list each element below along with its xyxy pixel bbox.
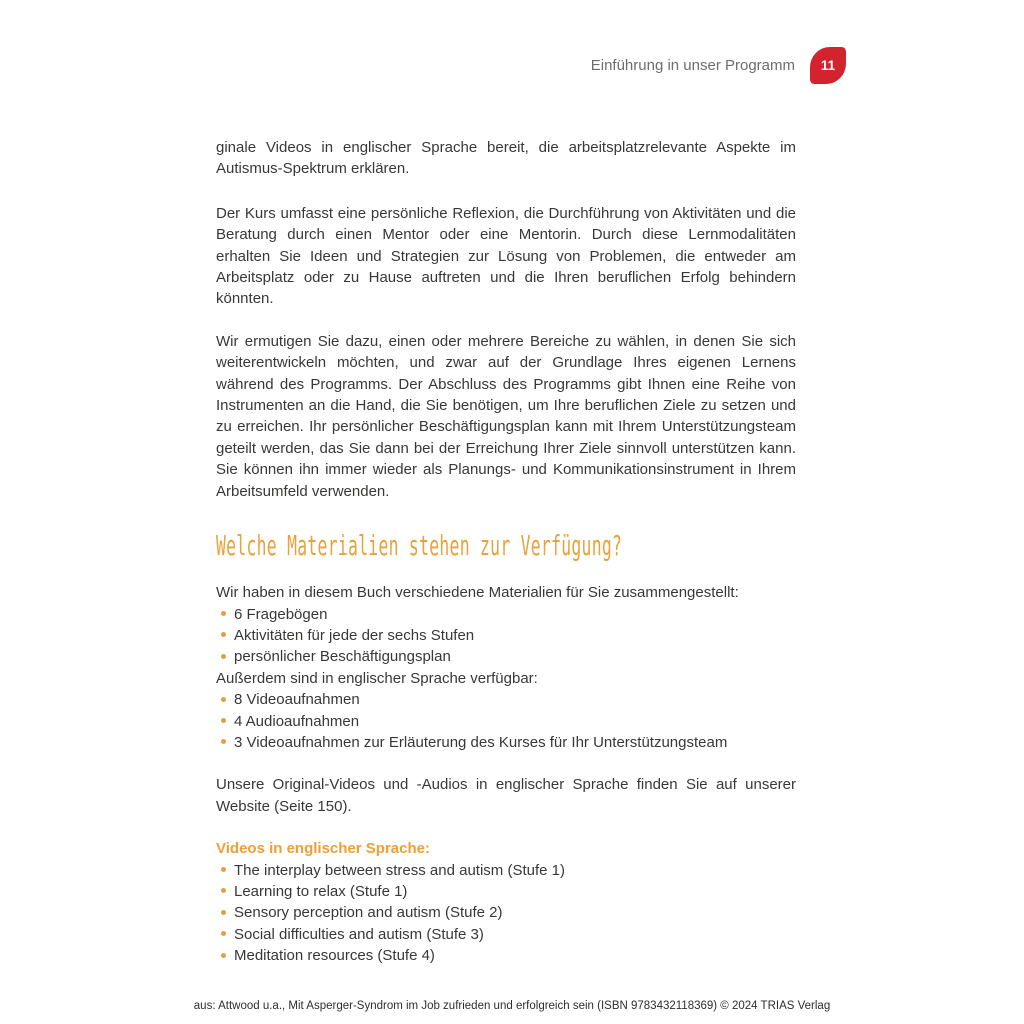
- bullet-icon: [221, 632, 226, 637]
- list-item-label: The interplay between stress and autism (Stufe 1): [234, 861, 565, 879]
- bullet-icon: [221, 654, 226, 659]
- bullet-icon: [221, 718, 226, 723]
- page-number-badge: [810, 47, 846, 84]
- list-item: [216, 945, 796, 966]
- materials-intro: Wir haben in diesem Buch verschiedene Materialien für Sie zusammengestellt:: [216, 584, 739, 602]
- english-materials-list: [216, 689, 796, 753]
- videos-subheading: Videos in englischer Sprache:: [216, 840, 430, 858]
- list-item: [216, 711, 796, 732]
- list-item-label: Social difficulties and autism (Stufe 3): [234, 925, 484, 943]
- running-header: [591, 47, 846, 84]
- paragraph-continuation: ginale Videos in englischer Sprache bereit, die arbeitsplatzrelevante Aspekte im Autismus-Spektrum erklären.: [216, 139, 796, 178]
- list-item-label: 8 Videoaufnahmen: [234, 691, 360, 709]
- list-item-label: Aktivitäten für jede der sechs Stufen: [234, 626, 475, 644]
- main-text-column: [216, 137, 796, 967]
- website-note: Unsere Original-Videos und -Audios in englischer Sprache finden Sie auf unserer Website (Seite 150).: [216, 776, 796, 815]
- list-item-label: Sensory perception and autism (Stufe 2): [234, 904, 503, 922]
- list-item: [216, 646, 796, 667]
- list-item: [216, 902, 796, 923]
- source-credit: aus: Attwood u.a., Mit Asperger-Syndrom im Job zufrieden und erfolgreich sein (ISBN 9783432118369) © 2024 TRIAS Verlag: [193, 1000, 831, 1012]
- paragraph-course-description: Der Kurs umfasst eine persönliche Reflexion, die Durchführung von Aktivitäten und die Beratung durch einen Mentor oder eine Mentorin. Durch diese Lernmodalitäten erhalten Sie Ideen und Strategien zur Lösung von Problemen, die entweder am Arbeitsplatz oder zu Hause auftreten und die Ihren beruflichen Erfolg behindern könnten.: [216, 204, 796, 308]
- page-number: 11: [820, 58, 836, 73]
- list-item: [216, 732, 796, 753]
- english-materials-intro: Außerdem sind in englischer Sprache verfügbar:: [216, 669, 538, 687]
- bullet-icon: [221, 931, 226, 936]
- videos-list: [216, 860, 796, 967]
- bullet-icon: [221, 910, 226, 915]
- list-item-label: 4 Audioaufnahmen: [234, 712, 360, 730]
- section-heading: Welche Materialien stehen zur Verfügung?: [216, 529, 623, 563]
- list-item-label: Learning to relax (Stufe 1): [234, 882, 408, 900]
- list-item-label: 3 Videoaufnahmen zur Erläuterung des Kurses für Ihr Unterstützungsteam: [234, 733, 728, 751]
- bullet-icon: [221, 888, 226, 893]
- materials-list: [216, 604, 796, 668]
- list-item: [216, 881, 796, 902]
- list-item: [216, 604, 796, 625]
- chapter-title: Einführung in unser Programm: [590, 57, 795, 74]
- paragraph-encouragement: Wir ermutigen Sie dazu, einen oder mehrere Bereiche zu wählen, in denen Sie sich weiterentwickeln möchten, und zwar auf der Grundlage Ihres eigenen Lernens während des Programms. Der Abschluss des Programms gibt Ihnen eine Reihe von Instrumenten an die Hand, die Sie benötigen, um Ihre beruflichen Ziele zu setzen und zu erreichen. Ihr persönlicher Beschäftigungsplan kann mit Ihrem Unterstützungsteam geteilt werden, das Sie dann bei der Erreichung Ihrer Ziele sinnvoll unterstützen kann. Sie können ihn immer wieder als Planungs- und Kommunikationsinstrument in Ihrem Arbeitsumfeld verwenden.: [216, 332, 796, 500]
- list-item: [216, 924, 796, 945]
- list-item: [216, 625, 796, 646]
- list-item-label: Meditation resources (Stufe 4): [234, 947, 435, 965]
- list-item: [216, 860, 796, 881]
- bullet-icon: [221, 867, 226, 872]
- list-item: [216, 689, 796, 710]
- list-item-label: 6 Fragebögen: [234, 605, 328, 623]
- bullet-icon: [221, 697, 226, 702]
- bullet-icon: [221, 611, 226, 616]
- bullet-icon: [221, 953, 226, 958]
- bullet-icon: [221, 739, 226, 744]
- list-item-label: persönlicher Beschäftigungsplan: [234, 648, 451, 666]
